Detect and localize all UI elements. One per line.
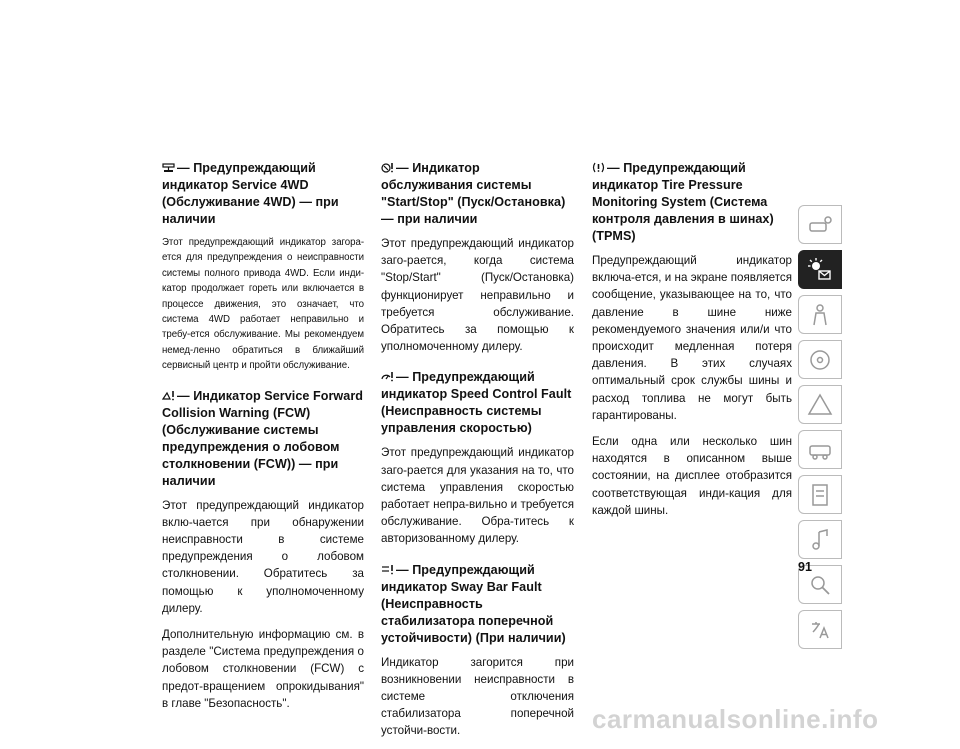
section-body-fcw-1: Этот предупреждающий индикатор вклю-чается при обнаружении неисправности в системе предупреждения о лобовом столкновении. Обратитесь за помощью к уполномоченному дилеру.	[162, 498, 364, 615]
section-body-4wd: Этот предупреждающий индикатор загора-ется для предупреждения о неисправности системы полного привода 4WD. Если инди-катор продолжает гореть или включается в процессе движения, это означает, что система 4WD работает неправильно и требу-ется обслуживание. Мы рекомендуем немед-ленно обратиться в ближайший сервисный центр и пройти обслуживание.	[162, 237, 364, 372]
section-body-start-stop: Этот предупреждающий индикатор заго-рается, когда система "Stop/Start" (Пуск/Остановка) функционирует неправильно и требуется обслуживание. Обратитесь за помощью к уполномоченному дилеру.	[381, 237, 574, 354]
section-body-tpms-1: Предупреждающий индикатор включа-ется, и на экране появляется сообщение, указывающее на то, что давление в шине ниже рекомендуемого значения или/и что происходит медленная потеря давления. В этих случаях оптимальный срок службы шины и расход топлива не могут быть гарантированы.	[592, 254, 792, 422]
tab-languages[interactable]	[798, 610, 842, 649]
watermark-text: carmanualsonline.info	[592, 704, 879, 734]
tab-multimedia[interactable]	[798, 520, 842, 559]
tab-emergency[interactable]	[798, 385, 842, 424]
checklist-icon	[806, 481, 834, 509]
page-number: 91	[798, 560, 812, 574]
section-body-sway-bar: Индикатор загорится при возникновении неисправности в системе отключения стабилизатора поперечной устойчи-вости.	[381, 655, 574, 738]
emergency-triangle-icon	[806, 391, 834, 419]
column-3	[592, 160, 792, 528]
speed-control-fault-icon	[381, 371, 394, 382]
section-body-tpms-2: Если одна или несколько шин находятся в описанном выше состоянии, на дисплее отобразится соответствующая инди-кация для каждой шины.	[592, 435, 792, 517]
car-key-icon	[806, 211, 834, 239]
section-heading-tpms: — Предупреждающий индикатор Tire Pressure Monitoring System (Система контроля давления в шинах) (TPMS)	[592, 161, 774, 243]
languages-icon	[806, 616, 834, 644]
section-heading-4wd: — Предупреждающий индикатор Service 4WD (Обслуживание 4WD) — при наличии	[162, 161, 339, 226]
tab-specifications[interactable]	[798, 475, 842, 514]
car-service-icon	[806, 436, 834, 464]
warning-lights-icon	[806, 256, 834, 284]
tab-instrument-cluster[interactable]	[798, 250, 842, 289]
section-body-fcw-2: Дополнительную информацию см. в разделе "Система предупреждения о лобовом столкновении (FCW) с предот-вращением опрокидывания" в главе "Безопасность".	[162, 628, 364, 710]
section-body-speed-control: Этот предупреждающий индикатор заго-рается для указания на то, что система управления скоростью работает непра-вильно и требуется обслуживание. Обра-титесь к авторизованному дилеру.	[381, 446, 574, 546]
steering-wheel-icon	[806, 346, 834, 374]
service-4wd-icon	[162, 162, 175, 173]
tire-pressure-warning-icon	[592, 162, 605, 173]
chapter-tabs	[798, 205, 842, 655]
tab-service[interactable]	[798, 430, 842, 469]
start-stop-service-icon	[381, 162, 394, 173]
fcw-warning-icon	[162, 390, 175, 401]
section-heading-start-stop: — Индикатор обслуживания системы "Start/Stop" (Пуск/Остановка) — при наличии	[381, 161, 566, 226]
music-note-icon	[806, 526, 834, 554]
section-heading-speed-control: — Предупреждающий индикатор Speed Control Fault (Неисправность системы управления скоростью)	[381, 370, 572, 436]
tab-car-overview[interactable]	[798, 205, 842, 244]
section-heading-sway-bar: — Предупреждающий индикатор Sway Bar Fault (Неисправность стабилизатора поперечной устойчивости) (При наличии)	[381, 562, 566, 645]
section-heading-fcw: — Индикатор Service Forward Collision Warning (FCW) (Обслуживание системы предупреждения о лобовом столкновении (FCW)) — при наличии	[162, 388, 364, 488]
tab-driving[interactable]	[798, 340, 842, 379]
sway-bar-fault-icon	[381, 564, 394, 575]
magnifier-icon	[806, 571, 834, 599]
tab-safety[interactable]	[798, 295, 842, 334]
column-1	[162, 160, 364, 721]
column-2	[381, 160, 574, 749]
seatbelt-icon	[806, 301, 834, 329]
